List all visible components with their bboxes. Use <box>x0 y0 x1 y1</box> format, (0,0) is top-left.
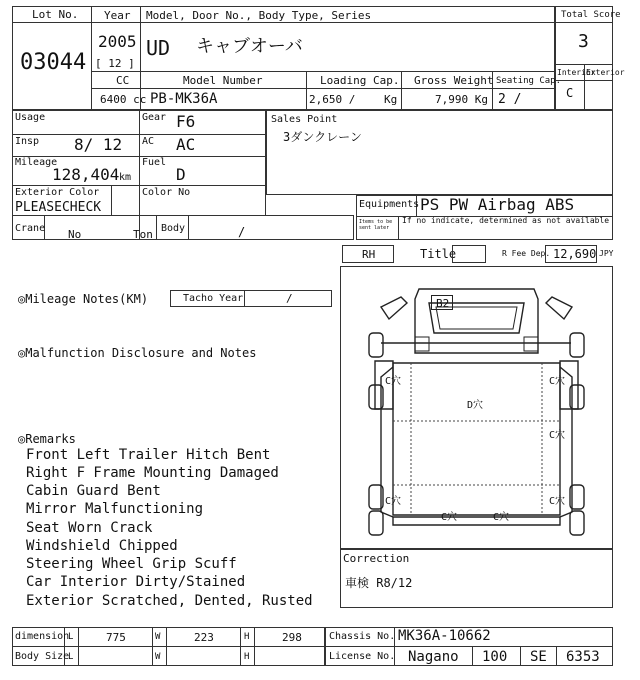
ext-color-label: Exterior Color <box>15 187 100 198</box>
title-box <box>452 245 486 263</box>
diagram-mark: C穴 <box>549 430 566 441</box>
remark-item: Right F Frame Mounting Damaged <box>26 465 279 481</box>
malfunction-label: ◎Malfunction Disclosure and Notes <box>18 346 257 360</box>
crane-label: Crane <box>15 223 46 234</box>
fuel-label: Fuel <box>142 157 167 168</box>
ext-color-value: PLEASECHECK <box>15 200 102 215</box>
seating-label: Seating Cap. <box>496 76 562 86</box>
remark-item: Mirror Malfunctioning <box>26 501 204 517</box>
remark-item: Seat Worn Crack <box>26 520 153 536</box>
sales-point-value: 3ダンクレーン <box>283 130 362 144</box>
loading-value: 2,650 / <box>309 93 356 106</box>
loading-label: Loading Cap. <box>320 74 400 87</box>
mileage-notes-label: ◎Mileage Notes(KM) <box>18 292 149 306</box>
year-label: Year <box>104 9 131 22</box>
remark-item: Front Left Trailer Hitch Bent <box>26 447 271 463</box>
chassis-value: MK36A-10662 <box>398 628 491 644</box>
score-label: Total Score <box>561 10 621 20</box>
dim-h-label: H <box>244 632 250 642</box>
diagram-mark: C穴 <box>493 512 510 523</box>
usage-label: Usage <box>15 112 46 123</box>
dim-h-value: 298 <box>282 631 302 644</box>
body-h-label: H <box>244 652 250 662</box>
title-label: Title <box>420 247 457 261</box>
ac-label: AC <box>142 136 155 147</box>
items-later-label: Items to be sent later <box>359 219 393 231</box>
dim-l-label: L <box>68 632 74 642</box>
model-number-value: PB-MK36A <box>150 91 218 107</box>
body-l-label: L <box>68 652 74 662</box>
model-label: Model, Door No., Body Type, Series <box>146 9 372 22</box>
no-indicate-text: If no indicate, determined as not available <box>402 216 610 225</box>
loading-unit: Kg <box>384 93 398 106</box>
correction-label: Correction <box>343 552 410 565</box>
body-size-label: Body Size <box>15 651 70 662</box>
sales-point-label: Sales Point <box>271 114 338 125</box>
diagram-mark: C穴 <box>549 376 566 387</box>
model-kana: キャブオーバ <box>196 36 303 57</box>
tacho-label: Tacho Year <box>183 293 244 304</box>
color-no-label: Color No <box>142 187 191 198</box>
dim-w-value: 223 <box>194 631 214 644</box>
license-kana: SE <box>530 649 547 665</box>
diagram-mark: C穴 <box>385 376 402 387</box>
crane-unit: Ton <box>133 228 153 241</box>
remark-item: Windshield Chipped <box>26 538 178 554</box>
remark-item: Cabin Guard Bent <box>26 483 161 499</box>
rh-label: RH <box>362 248 376 261</box>
gross-label: Gross Weight <box>414 74 494 87</box>
license-number: 6353 <box>566 649 600 665</box>
rfee-unit: JPY <box>599 249 614 258</box>
dimension-label: dimension <box>15 631 70 642</box>
license-class: 100 <box>482 649 508 665</box>
license-label: License No. <box>329 651 396 662</box>
interior-value: C <box>566 86 574 100</box>
gross-value: 7,990 Kg <box>435 93 488 106</box>
chassis-label: Chassis No. <box>329 631 396 642</box>
tacho-value: / <box>286 292 293 305</box>
body-w-label: W <box>155 652 161 662</box>
maker-name: UD <box>146 36 171 60</box>
equipments-value: PS PW Airbag ABS <box>420 195 575 214</box>
lot-number: 03044 <box>20 50 87 75</box>
remark-item: Car Interior Dirty/Stained <box>26 574 246 590</box>
vehicle-diagram <box>340 266 613 549</box>
remark-item: Exterior Scratched, Dented, Rusted <box>26 593 313 609</box>
exterior-label: Exterior <box>586 68 625 77</box>
ac-value: AC <box>176 135 196 154</box>
gear-label: Gear <box>142 112 167 123</box>
model-number-label: Model Number <box>183 74 263 87</box>
crane-value: No <box>68 228 82 241</box>
fuel-value: D <box>176 165 186 184</box>
remarks-label: ◎Remarks <box>18 432 76 446</box>
diagram-mark: C穴 <box>385 496 402 507</box>
dim-w-label: W <box>155 632 161 642</box>
correction-value: 車検 R8/12 <box>345 576 413 590</box>
remark-item: Steering Wheel Grip Scuff <box>26 556 237 572</box>
license-area: Nagano <box>408 649 459 665</box>
mileage-unit: km <box>119 172 132 183</box>
insp-label: Insp <box>15 136 40 147</box>
lot-label: Lot No. <box>32 8 79 21</box>
mileage-value: 128,404 <box>52 165 120 184</box>
cc-value: 6400 cc <box>100 93 147 106</box>
year-sub: [ 12 ] <box>95 57 135 70</box>
diagram-mark: D穴 <box>467 400 484 411</box>
interior-label: Interior <box>557 68 596 77</box>
score-value: 3 <box>578 31 589 52</box>
diagram-mark: C穴 <box>549 496 566 507</box>
dim-l-value: 775 <box>106 631 126 644</box>
body-value: / <box>238 225 246 239</box>
mileage-label: Mileage <box>15 157 58 168</box>
year-value: 2005 <box>98 32 137 51</box>
gear-value: F6 <box>176 112 196 131</box>
body-label: Body <box>161 223 186 234</box>
cc-label: CC <box>116 74 130 87</box>
seating-value: 2 / <box>498 92 522 107</box>
equipments-label: Equipments <box>359 199 420 210</box>
rfee-value: 12,690 <box>553 247 597 261</box>
diagram-mark: B2 <box>436 297 450 310</box>
diagram-mark: C穴 <box>441 512 458 523</box>
rfee-label: R Fee Dep. <box>502 249 551 258</box>
insp-value: 8/ 12 <box>74 135 123 154</box>
